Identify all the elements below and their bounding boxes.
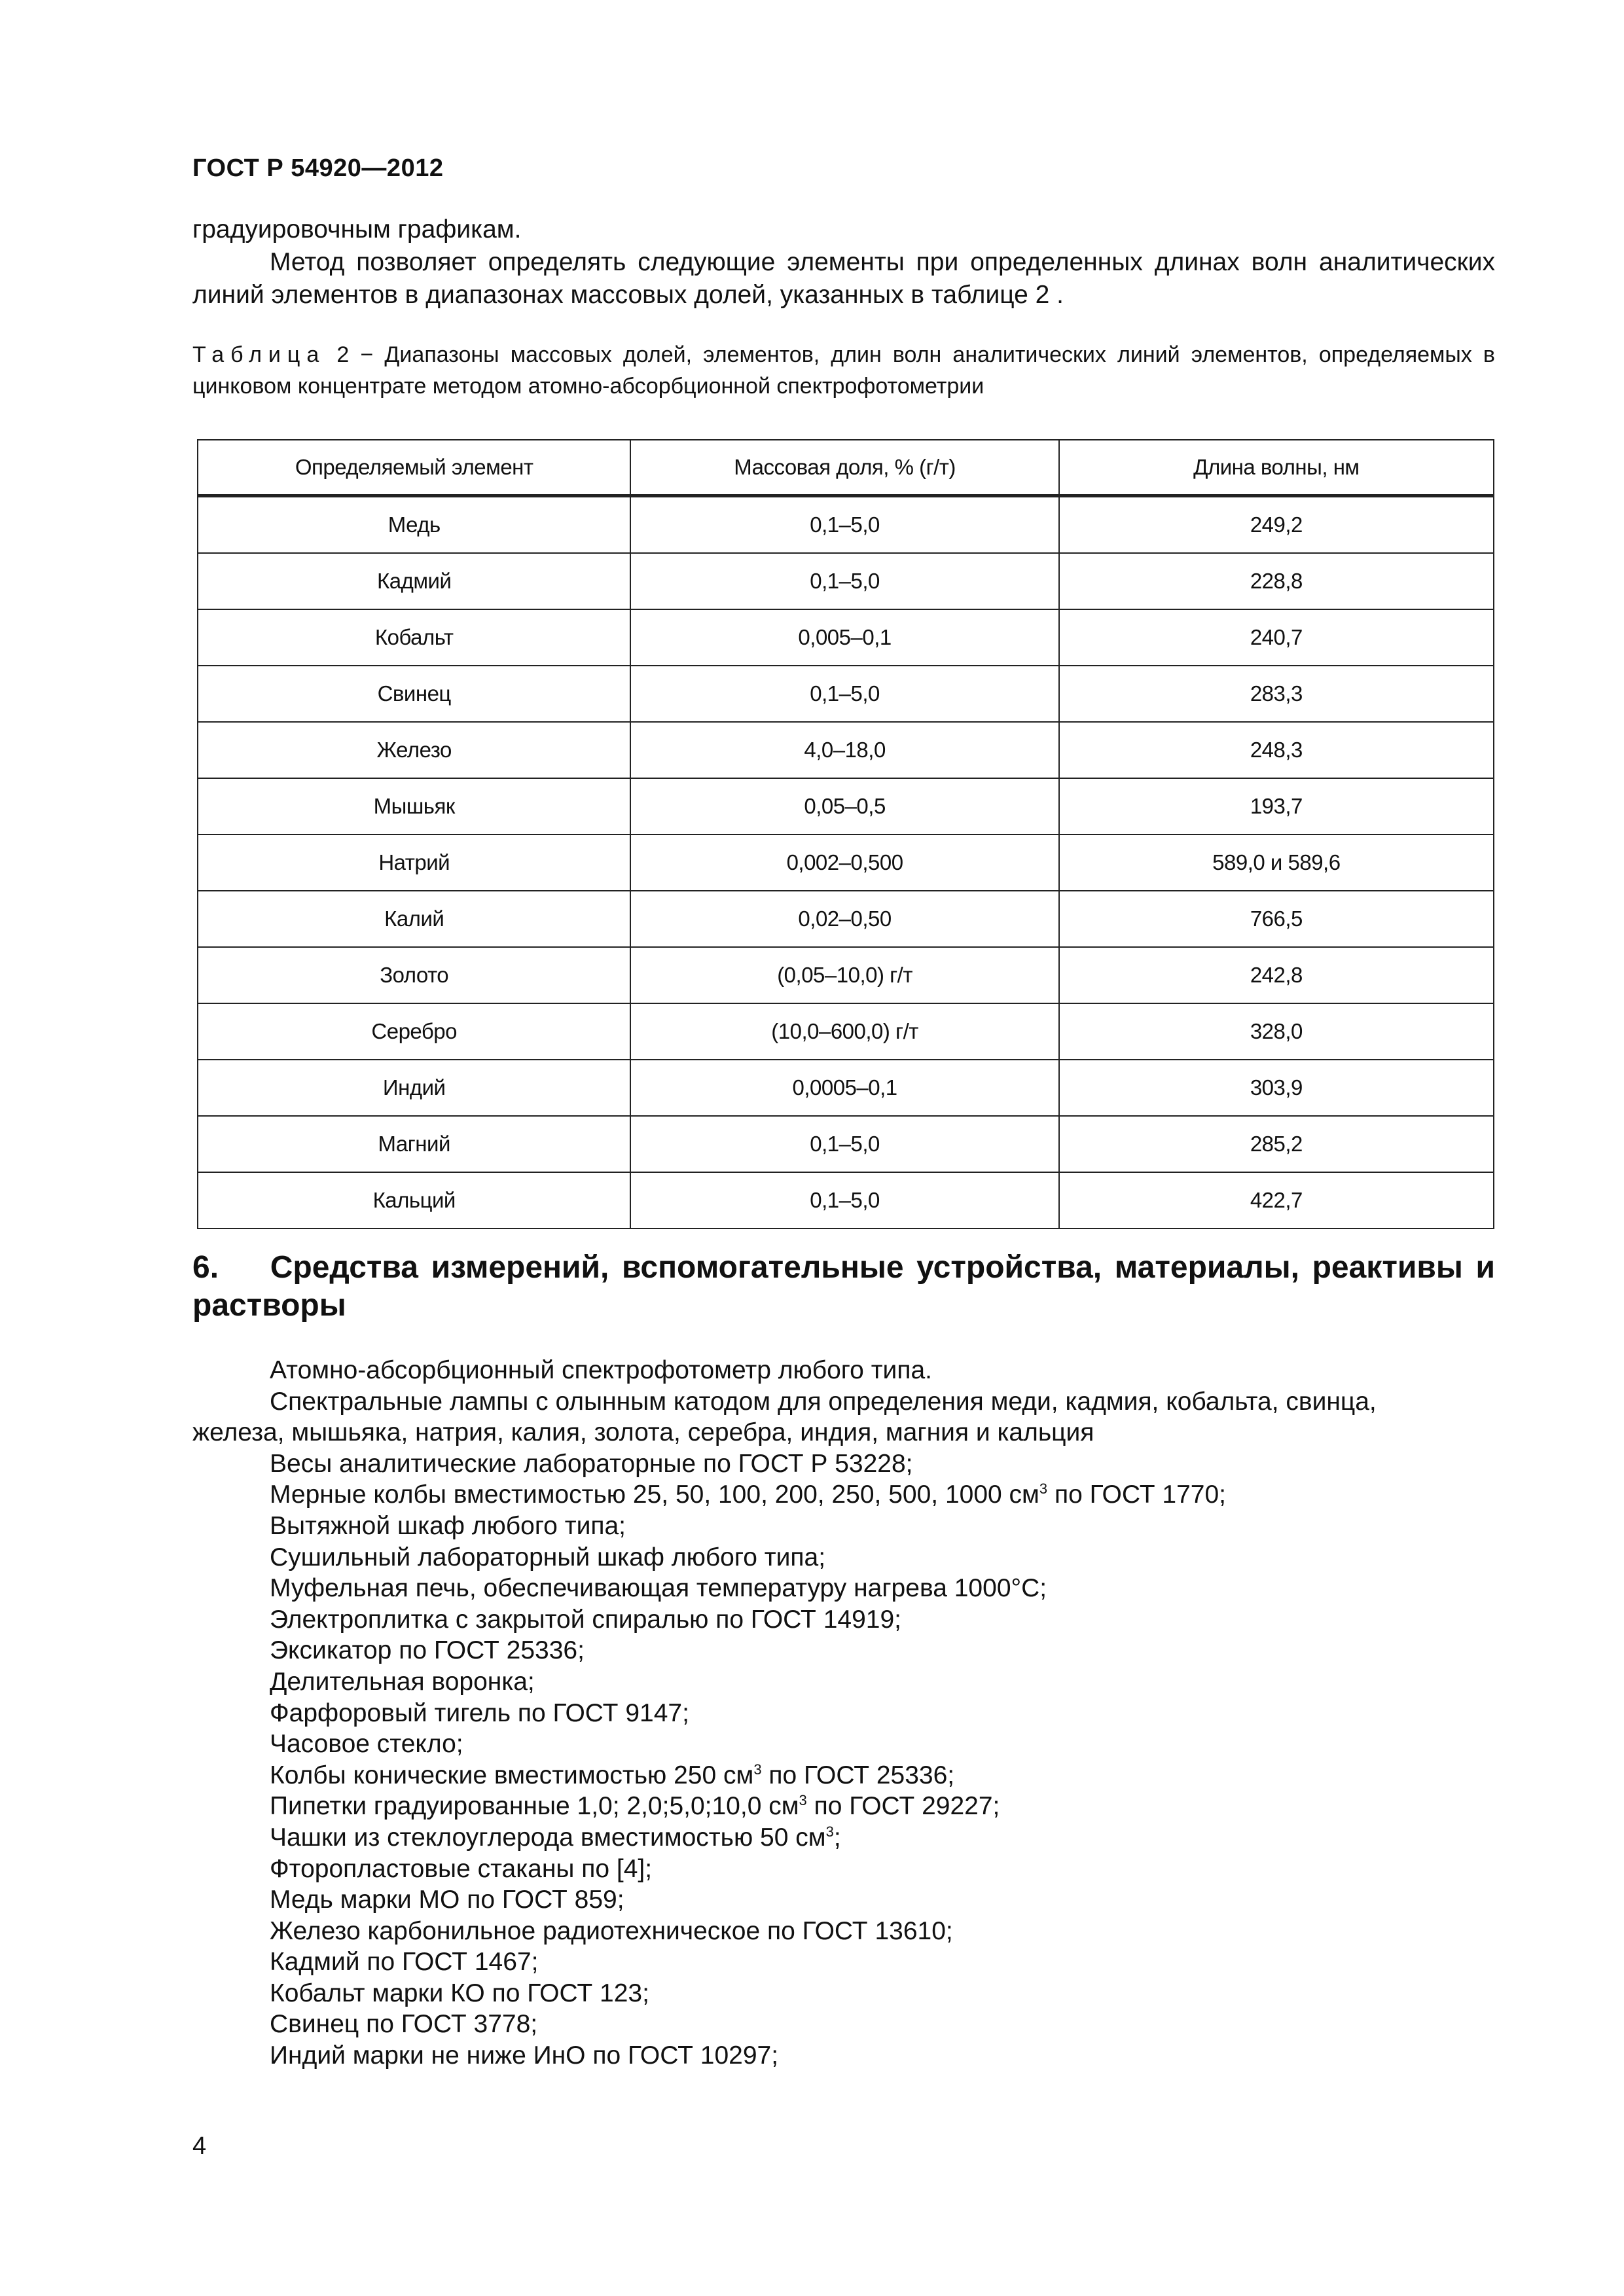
- cell-mass-fraction: 0,02–0,50: [630, 891, 1058, 947]
- cell-wavelength: 240,7: [1059, 609, 1494, 666]
- table-row: [198, 609, 1494, 666]
- list-item: Делительная воронка;: [270, 1667, 535, 1696]
- list-item: Кобальт марки КО по ГОСТ 123;: [270, 1979, 649, 2007]
- list-item: Муфельная печь, обеспечивающая температуру нагрева 1000°С;: [270, 1574, 1047, 1603]
- cell-mass-fraction: 0,1–5,0: [630, 1172, 1058, 1229]
- cell-wavelength: 766,5: [1059, 891, 1494, 947]
- cell-mass-fraction: 0,002–0,500: [630, 834, 1058, 891]
- list-item-text: по ГОСТ 1770;: [1047, 1480, 1226, 1509]
- cell-element: Золото: [198, 947, 630, 1003]
- list-item: Индий марки не ниже ИнО по ГОСТ 10297;: [270, 2041, 779, 2070]
- list-item-text: по ГОСТ 25336;: [761, 1761, 955, 1789]
- cell-element: Кальций: [198, 1172, 630, 1229]
- list-item: Атомно-абсорбционный спектрофотометр любого типа.: [270, 1356, 932, 1384]
- cell-wavelength: 248,3: [1059, 722, 1494, 778]
- list-item: Медь марки МО по ГОСТ 859;: [270, 1886, 624, 1914]
- cell-mass-fraction: 0,1–5,0: [630, 496, 1058, 554]
- superscript: 3: [753, 1761, 762, 1778]
- cell-wavelength: 422,7: [1059, 1172, 1494, 1229]
- cell-element: Мышьяк: [198, 778, 630, 834]
- method-text: Метод позволяет определять следующие элементы при определенных длинах волн аналитических линий элементов в диапазонах массовых долей, указанных в таблице 2 .: [192, 248, 1495, 309]
- table-row: [198, 1003, 1494, 1060]
- table-caption-word: Таблица: [192, 342, 326, 367]
- superscript: 3: [799, 1792, 807, 1809]
- list-item: Фарфоровый тигель по ГОСТ 9147;: [270, 1698, 689, 1727]
- list-item: Сушильный лабораторный шкаф любого типа;: [270, 1543, 826, 1571]
- list-item: [192, 1822, 1495, 1854]
- table-row: [198, 666, 1494, 722]
- section-title-text: Средства измерений, вспомогательные устройства, материалы, реактивы и растворы: [192, 1250, 1496, 1323]
- element-range-table: [197, 439, 1494, 1229]
- cell-mass-fraction: (10,0–600,0) г/т: [630, 1003, 1058, 1060]
- list-item-text: по ГОСТ 29227;: [806, 1792, 1000, 1821]
- table-row: [198, 891, 1494, 947]
- page-number: 4: [192, 2132, 207, 2160]
- cell-mass-fraction: (0,05–10,0) г/т: [630, 947, 1058, 1003]
- cell-wavelength: 228,8: [1059, 553, 1494, 609]
- superscript: 3: [825, 1823, 834, 1840]
- list-item: Свинец по ГОСТ 3778;: [270, 2010, 538, 2039]
- table-row: [198, 1116, 1494, 1172]
- table-row: [198, 553, 1494, 609]
- header-mass-fraction: Массовая доля, % (г/т): [630, 440, 1058, 496]
- list-item: Кадмий по ГОСТ 1467;: [270, 1948, 539, 1977]
- cell-mass-fraction: 0,05–0,5: [630, 778, 1058, 834]
- cell-element: Натрий: [198, 834, 630, 891]
- cell-element: Магний: [198, 1116, 630, 1172]
- cell-wavelength: 283,3: [1059, 666, 1494, 722]
- cell-element: Индий: [198, 1060, 630, 1116]
- header-wavelength: Длина волны, нм: [1059, 440, 1494, 496]
- table-row: [198, 1060, 1494, 1116]
- list-item-text: Колбы конические вместимостью 250 см: [270, 1761, 754, 1789]
- cell-element: Калий: [198, 891, 630, 947]
- header-element: Определяемый элемент: [198, 440, 630, 496]
- paragraph-method: [192, 246, 1495, 312]
- table-caption: [192, 339, 1495, 402]
- cell-element: Медь: [198, 496, 630, 554]
- section-number: 6.: [192, 1250, 219, 1285]
- list-item: [192, 1760, 1495, 1791]
- cell-mass-fraction: 0,0005–0,1: [630, 1060, 1058, 1116]
- table-caption-text: 2 − Диапазоны массовых долей, элементов, длин волн аналитических линий элементов, определяемых в цинковом концентрате методом атомно-абсорбционной спектрофотометрии: [192, 342, 1495, 399]
- list-item: Часовое стекло;: [270, 1730, 463, 1759]
- cell-wavelength: 242,8: [1059, 947, 1494, 1003]
- list-item: [192, 1479, 1495, 1511]
- cell-element: Серебро: [198, 1003, 630, 1060]
- cell-wavelength: 193,7: [1059, 778, 1494, 834]
- list-item-continuation: железа, мышьяка, натрия, калия, золота, серебра, индия, магния и кальция: [192, 1418, 1094, 1447]
- list-item-text: ;: [833, 1823, 841, 1852]
- cell-element: Кадмий: [198, 553, 630, 609]
- table-row: [198, 1172, 1494, 1229]
- list-item-text: Чашки из стеклоуглерода вместимостью 50 см: [270, 1823, 826, 1852]
- cell-mass-fraction: 0,1–5,0: [630, 553, 1058, 609]
- section-heading: [192, 1249, 1495, 1325]
- cell-mass-fraction: 0,1–5,0: [630, 666, 1058, 722]
- standard-header: ГОСТ Р 54920—2012: [192, 154, 444, 182]
- table-header-row: [198, 440, 1494, 496]
- equipment-list: [192, 1355, 1495, 2072]
- table-row: [198, 496, 1494, 554]
- list-item-text: Пипетки градуированные 1,0; 2,0;5,0;10,0 см: [270, 1792, 799, 1821]
- cell-mass-fraction: 0,005–0,1: [630, 609, 1058, 666]
- list-item: Весы аналитические лабораторные по ГОСТ Р 53228;: [270, 1449, 913, 1478]
- cell-wavelength: 328,0: [1059, 1003, 1494, 1060]
- cell-wavelength: 285,2: [1059, 1116, 1494, 1172]
- list-item: Вытяжной шкаф любого типа;: [270, 1511, 626, 1540]
- table-row: [198, 834, 1494, 891]
- table-row: [198, 947, 1494, 1003]
- list-item-text: Мерные колбы вместимостью 25, 50, 100, 200, 250, 500, 1000 см: [270, 1480, 1039, 1509]
- paragraph-continuation: градуировочным графикам.: [192, 215, 522, 243]
- cell-element: Свинец: [198, 666, 630, 722]
- list-item: Железо карбонильное радиотехническое по ГОСТ 13610;: [270, 1916, 953, 1945]
- list-item: Спектральные лампы с олынным катодом для определения меди, кадмия, кобальта, свинца,: [270, 1387, 1377, 1416]
- cell-mass-fraction: 4,0–18,0: [630, 722, 1058, 778]
- cell-mass-fraction: 0,1–5,0: [630, 1116, 1058, 1172]
- cell-element: Кобальт: [198, 609, 630, 666]
- list-item: Фторопластовые стаканы по [4];: [270, 1854, 653, 1883]
- list-item: Эксикатор по ГОСТ 25336;: [270, 1636, 585, 1665]
- cell-wavelength: 249,2: [1059, 496, 1494, 554]
- cell-element: Железо: [198, 722, 630, 778]
- table-row: [198, 722, 1494, 778]
- table-row: [198, 778, 1494, 834]
- cell-wavelength: 589,0 и 589,6: [1059, 834, 1494, 891]
- list-item: Электроплитка с закрытой спиралью по ГОСТ 14919;: [270, 1605, 901, 1634]
- cell-wavelength: 303,9: [1059, 1060, 1494, 1116]
- superscript: 3: [1039, 1480, 1048, 1498]
- list-item: [192, 1791, 1495, 1822]
